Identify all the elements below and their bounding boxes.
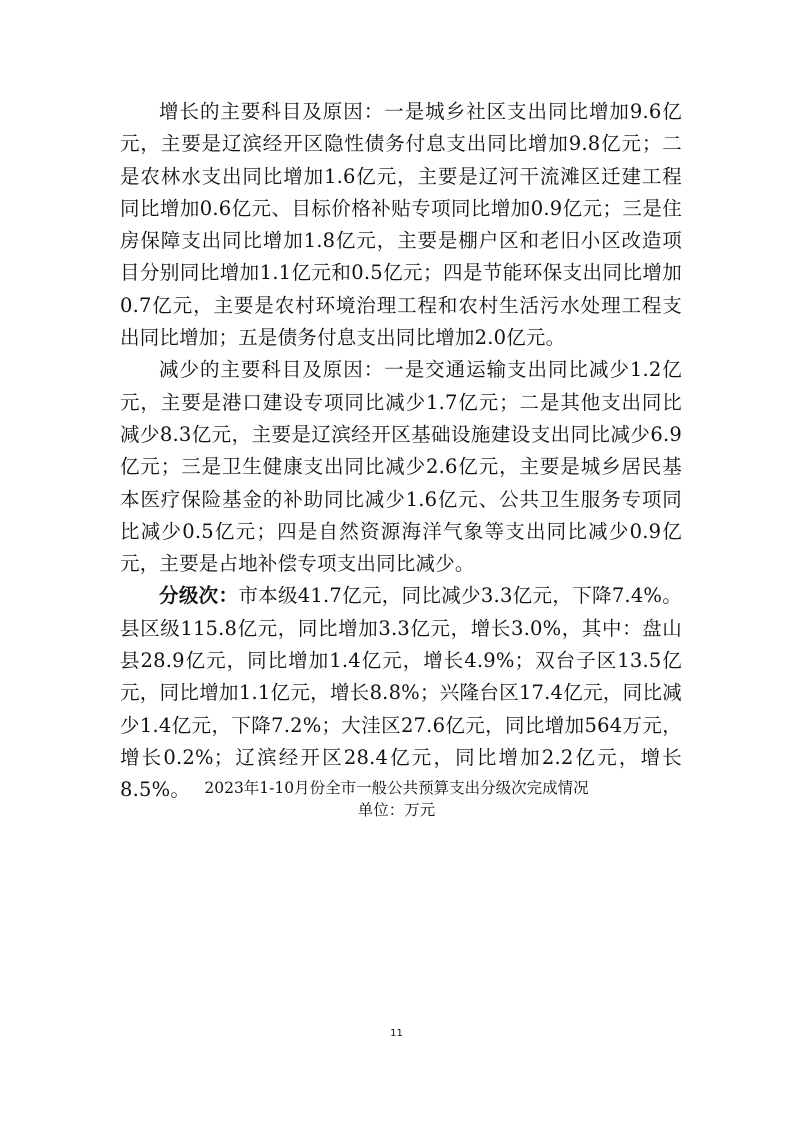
table-caption-title: 2023年1-10月份全市一般公共预算支出分级次完成情况 — [204, 779, 589, 797]
paragraph-by-level — [120, 580, 682, 806]
body-text — [120, 96, 682, 807]
paragraph-by-level-lead: 分级次： — [159, 584, 239, 608]
paragraph-decrease-reasons — [120, 354, 682, 580]
paragraph-increase-reasons — [120, 96, 682, 354]
paragraph-by-level-text: 市本级41.7亿元，同比减少3.3亿元，下降7.4%。县区级115.8亿元，同比增加3.3亿元，增长3.0%，其中：盘山县28.9亿元，同比增加1.4亿元，增长4.9%；双台子区13.5亿元，同比增加1.1亿元，增长8.8%；兴隆台区17.4亿元，同比减少1.4亿元，下降7.2%；大洼区27.6亿元，同比增加564万元，增长0.2%；辽滨经开区28.4亿元，同比增加2.2亿元，增长8.5%。 — [120, 584, 682, 802]
page-number: 11 — [390, 1028, 403, 1039]
paragraph-increase-text: 增长的主要科目及原因：一是城乡社区支出同比增加9.6亿元，主要是辽滨经开区隐性债务付息支出同比增加9.8亿元；二是农林水支出同比增加1.6亿元，主要是辽河干流滩区迁建工程同比增加0.6亿元、目标价格补贴专项同比增加0.9亿元；三是住房保障支出同比增加1.8亿元，主要是棚户区和老旧小区改造项目分别同比增加1.1亿元和0.5亿元；四是节能环保支出同比增加0.7亿元，主要是农村环境治理工程和农村生活污水处理工程支出同比增加；五是债务付息支出同比增加2.0亿元。 — [120, 100, 682, 350]
paragraph-decrease-text: 减少的主要科目及原因：一是交通运输支出同比减少1.2亿元，主要是港口建设专项同比减少1.7亿元；二是其他支出同比减少8.3亿元，主要是辽滨经开区基础设施建设支出同比减少6.9亿元；三是卫生健康支出同比减少2.6亿元，主要是城乡居民基本医疗保险基金的补助同比减少1.6亿元、公共卫生服务专项同比减少0.5亿元；四是自然资源海洋气象等支出同比减少0.9亿元，主要是占地补偿专项支出同比减少。 — [120, 358, 682, 576]
table-caption-unit: 单位：万元 — [357, 801, 436, 819]
